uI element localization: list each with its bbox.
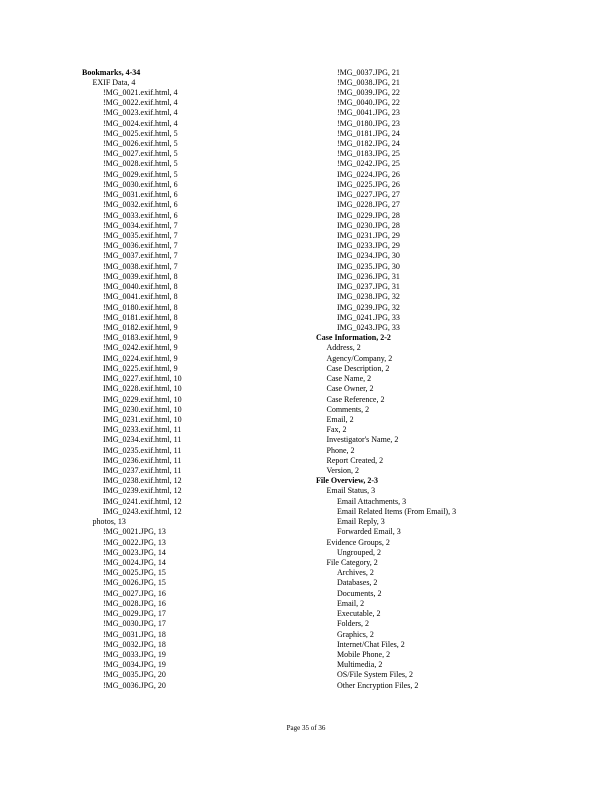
index-entry: IMG_0238.exif.html, 12	[103, 476, 182, 486]
index-entry: !MG_0023.JPG, 14	[103, 547, 166, 557]
index-entry: IMG_0230.JPG, 28	[337, 220, 400, 230]
index-entry: IMG_0225.exif.html, 9	[103, 363, 178, 373]
index-entry: Email Reply, 3	[337, 517, 385, 527]
index-entry: !MG_0037.exif.html, 7	[103, 251, 178, 261]
index-subheading: Phone, 2	[326, 445, 355, 455]
index-entry: !MG_0032.JPG, 18	[103, 639, 166, 649]
index-subheading: Version, 2	[326, 466, 359, 476]
index-entry: Multimedia, 2	[337, 660, 383, 670]
index-entry: !MG_0035.JPG, 20	[103, 670, 166, 680]
index-entry: !MG_0181.JPG, 24	[337, 128, 400, 138]
index-entry: !MG_0039.exif.html, 8	[103, 271, 178, 281]
index-subheading: Email, 2	[326, 414, 354, 424]
index-entry: !MG_0242.exif.html, 9	[103, 343, 178, 353]
index-entry: !MG_0040.exif.html, 8	[103, 282, 178, 292]
index-entry: IMG_0243.exif.html, 12	[103, 506, 182, 516]
index-entry: IMG_0241.exif.html, 12	[103, 496, 182, 506]
index-entry: IMG_0233.exif.html, 11	[103, 425, 182, 435]
index-entry: !MG_0183.exif.html, 9	[103, 333, 178, 343]
index-subheading: photos, 13	[92, 517, 126, 527]
index-heading: File Overview, 2-3	[316, 476, 378, 486]
index-entry: IMG_0238.JPG, 32	[337, 292, 400, 302]
index-subheading: Comments, 2	[326, 404, 370, 414]
index-entry: Forwarded Email, 3	[337, 527, 401, 537]
index-entry: !MG_0024.exif.html, 4	[103, 118, 178, 128]
index-entry: !MG_0028.JPG, 16	[103, 598, 166, 608]
index-entry: !MG_0034.JPG, 19	[103, 660, 166, 670]
index-entry: Folders, 2	[337, 619, 369, 629]
index-entry: IMG_0227.exif.html, 10	[103, 374, 182, 384]
index-entry: !MG_0037.JPG, 21	[337, 67, 400, 77]
index-entry: Documents, 2	[337, 588, 382, 598]
index-entry: !MG_0041.exif.html, 8	[103, 292, 178, 302]
index-entry: !MG_0034.exif.html, 7	[103, 220, 178, 230]
index-entry: IMG_0243.JPG, 33	[337, 322, 400, 332]
index-entry: IMG_0231.exif.html, 10	[103, 414, 182, 424]
index-entry: IMG_0227.JPG, 27	[337, 190, 400, 200]
index-entry: !MG_0182.exif.html, 9	[103, 322, 178, 332]
index-subheading: Fax, 2	[326, 425, 347, 435]
index-entry: IMG_0236.JPG, 31	[337, 271, 400, 281]
index-entry: !MG_0033.JPG, 19	[103, 649, 166, 659]
index-entry: !MG_0021.JPG, 13	[103, 527, 166, 537]
index-subheading: Report Created, 2	[326, 455, 384, 465]
index-heading: Case Information, 2-2	[316, 333, 391, 343]
index-entry: !MG_0183.JPG, 25	[337, 149, 400, 159]
index-entry: !MG_0036.JPG, 20	[103, 680, 166, 690]
index-entry: Mobile Phone, 2	[337, 649, 391, 659]
index-entry: Databases, 2	[337, 578, 378, 588]
index-entry: !MG_0022.exif.html, 4	[103, 98, 178, 108]
index-subheading: Agency/Company, 2	[326, 353, 393, 363]
index-entry: IMG_0224.JPG, 26	[337, 169, 400, 179]
index-entry: !MG_0028.exif.html, 5	[103, 159, 178, 169]
index-entry: !MG_0039.JPG, 22	[337, 87, 400, 97]
index-entry: Ungrouped, 2	[337, 547, 381, 557]
index-entry: IMG_0239.exif.html, 12	[103, 486, 182, 496]
index-subheading: Email Status, 3	[326, 486, 376, 496]
index-entry: !MG_0027.JPG, 16	[103, 588, 166, 598]
index-entry: !MG_0027.exif.html, 5	[103, 149, 178, 159]
index-entry: !MG_0029.JPG, 17	[103, 609, 166, 619]
index-entry: IMG_0233.JPG, 29	[337, 241, 400, 251]
index-entry: Other Encryption Files, 2	[337, 680, 419, 690]
index-entry: !MG_0038.JPG, 21	[337, 77, 400, 87]
index-entry: !MG_0181.exif.html, 8	[103, 312, 178, 322]
index-entry: IMG_0235.exif.html, 11	[103, 445, 182, 455]
index-entry: !MG_0026.JPG, 15	[103, 578, 166, 588]
index-entry: !MG_0030.exif.html, 6	[103, 179, 178, 189]
index-entry: IMG_0229.exif.html, 10	[103, 394, 182, 404]
index-entry: !MG_0180.exif.html, 8	[103, 302, 178, 312]
index-entry: IMG_0236.exif.html, 11	[103, 455, 182, 465]
index-entry: Email, 2	[337, 598, 365, 608]
index-entry: !MG_0023.exif.html, 4	[103, 108, 178, 118]
index-entry: !MG_0031.JPG, 18	[103, 629, 166, 639]
index-entry: IMG_0237.exif.html, 11	[103, 466, 182, 476]
index-entry: IMG_0239.JPG, 32	[337, 302, 400, 312]
index-column-right	[316, 68, 596, 691]
index-entry: IMG_0234.JPG, 30	[337, 251, 400, 261]
index-entry: IMG_0230.exif.html, 10	[103, 404, 182, 414]
index-entry: !MG_0182.JPG, 24	[337, 139, 400, 149]
index-entry: !MG_0025.JPG, 15	[103, 568, 166, 578]
index-entry: Graphics, 2	[337, 629, 374, 639]
index-entry: IMG_0225.JPG, 26	[337, 179, 400, 189]
index-entry: !MG_0029.exif.html, 5	[103, 169, 178, 179]
index-entry: !MG_0036.exif.html, 7	[103, 241, 178, 251]
index-subheading: Case Owner, 2	[326, 384, 374, 394]
index-entry: IMG_0241.JPG, 33	[337, 312, 400, 322]
index-entry: !MG_0031.exif.html, 6	[103, 190, 178, 200]
index-entry: !MG_0026.exif.html, 5	[103, 139, 178, 149]
index-subheading: Case Reference, 2	[326, 394, 385, 404]
index-entry: IMG_0234.exif.html, 11	[103, 435, 182, 445]
index-entry: !MG_0025.exif.html, 5	[103, 128, 178, 138]
index-entry: IMG_0231.JPG, 29	[337, 231, 400, 240]
index-subheading: Evidence Groups, 2	[326, 537, 390, 547]
index-entry: !MG_0024.JPG, 14	[103, 558, 166, 567]
index-subheading: Address, 2	[326, 343, 361, 353]
index-subheading: Investigator's Name, 2	[326, 435, 399, 445]
index-entry: !MG_0038.exif.html, 7	[103, 261, 178, 271]
index-entry: !MG_0242.JPG, 25	[337, 159, 400, 169]
index-subheading: File Category, 2	[326, 558, 378, 567]
index-entry: !MG_0032.exif.html, 6	[103, 200, 178, 210]
index-entry: !MG_0180.JPG, 23	[337, 118, 400, 128]
index-heading: Bookmarks, 4-34	[82, 67, 141, 77]
index-entry: IMG_0229.JPG, 28	[337, 210, 400, 220]
index-entry: !MG_0033.exif.html, 6	[103, 210, 178, 220]
index-entry: !MG_0040.JPG, 22	[337, 98, 400, 108]
index-entry: Archives, 2	[337, 568, 374, 578]
index-entry: !MG_0030.JPG, 17	[103, 619, 166, 629]
index-entry: IMG_0228.exif.html, 10	[103, 384, 182, 394]
index-entry: Email Attachments, 3	[337, 496, 407, 506]
index-entry: IMG_0228.JPG, 27	[337, 200, 400, 210]
index-entry: Email Related Items (From Email), 3	[337, 506, 457, 516]
index-entry: IMG_0237.JPG, 31	[337, 282, 400, 292]
index-entry: !MG_0022.JPG, 13	[103, 537, 166, 547]
index-entry: !MG_0035.exif.html, 7	[103, 231, 178, 240]
index-subheading: Case Name, 2	[326, 374, 372, 384]
page-number: Page 35 of 36	[286, 724, 326, 732]
index-entry: !MG_0041.JPG, 23	[337, 108, 400, 118]
index-entry: OS/File System Files, 2	[337, 670, 414, 680]
index-entry: IMG_0224.exif.html, 9	[103, 353, 178, 363]
index-entry: Executable, 2	[337, 609, 381, 619]
index-subheading: Case Description, 2	[326, 363, 390, 373]
index-entry: !MG_0021.exif.html, 4	[103, 87, 178, 97]
index-entry: IMG_0235.JPG, 30	[337, 261, 400, 271]
index-entry: Internet/Chat Files, 2	[337, 639, 405, 649]
index-subheading: EXIF Data, 4	[92, 77, 136, 87]
index-column-left	[82, 68, 312, 691]
